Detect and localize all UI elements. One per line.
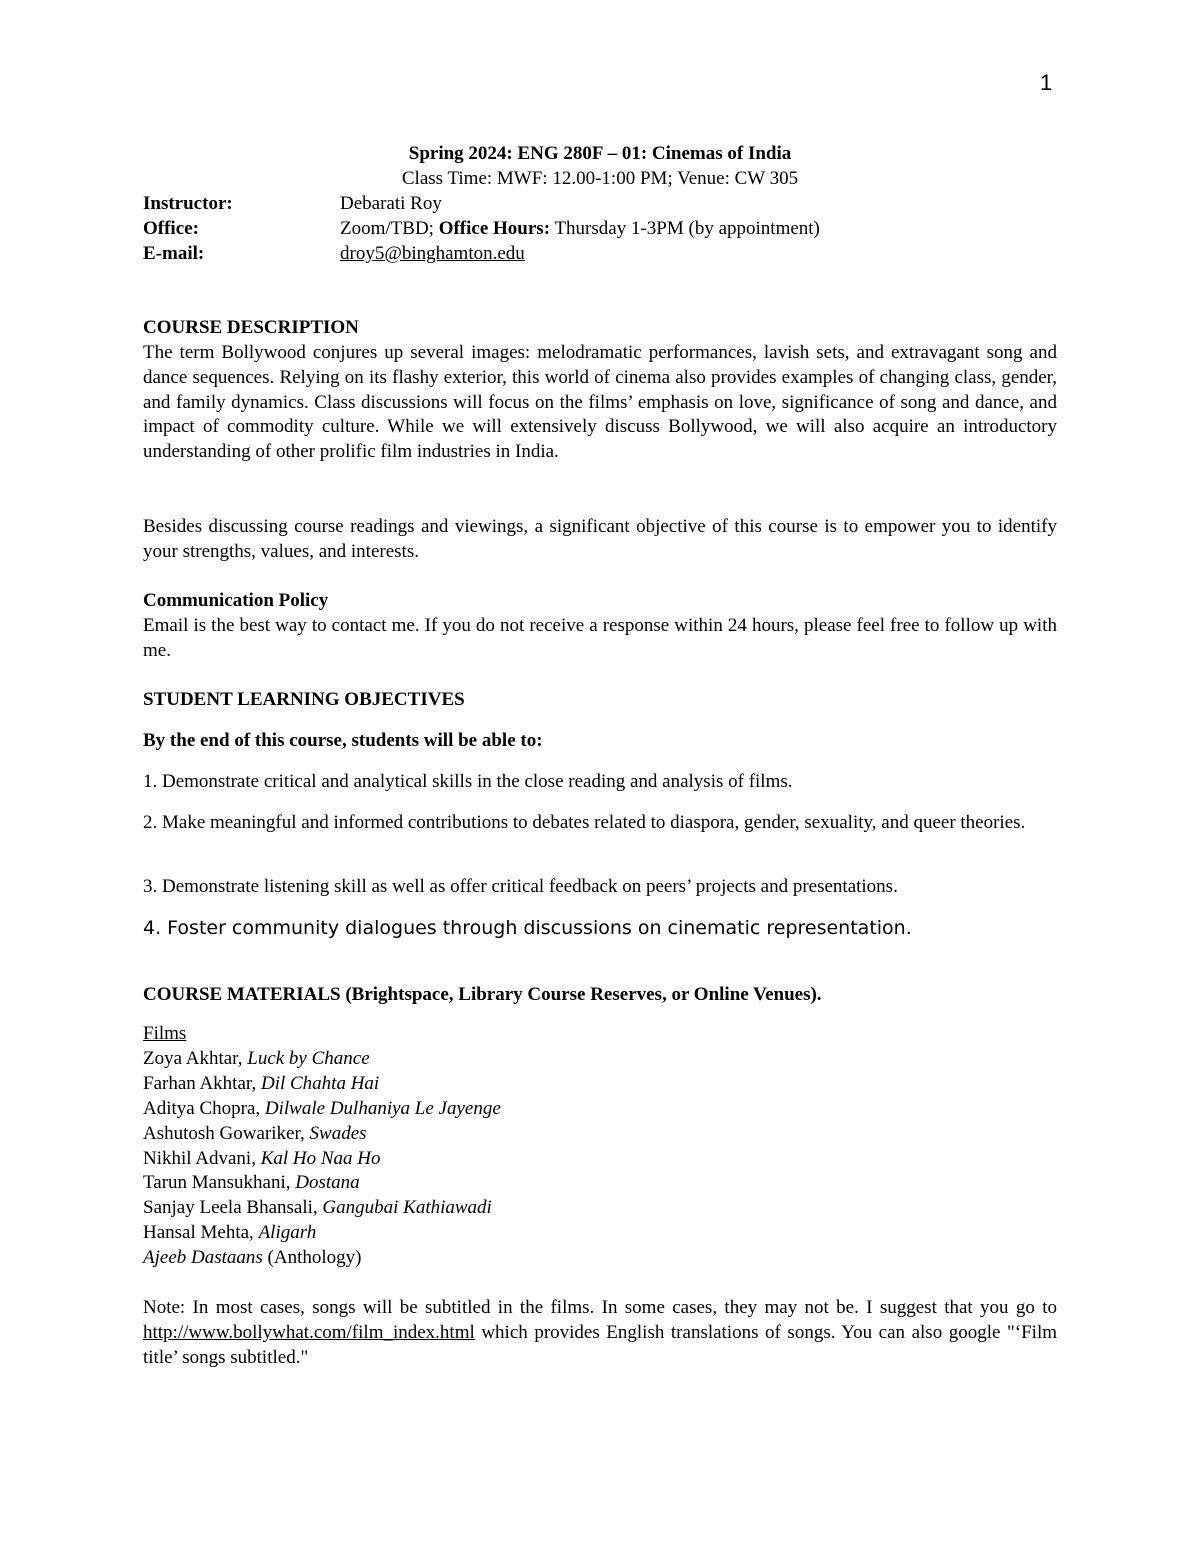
film-item bbox=[143, 1221, 501, 1246]
film-director: Hansal Mehta, bbox=[143, 1222, 259, 1244]
office-hours-value: Thursday 1-3PM (by appointment) bbox=[554, 218, 820, 239]
email-label: E-mail: bbox=[143, 243, 205, 264]
film-item bbox=[143, 1246, 501, 1271]
office-value: Zoom/TBD; bbox=[340, 218, 434, 239]
objective-item-4: 4. Foster community dialogues through discussions on cinematic representation. bbox=[143, 917, 912, 939]
note-text-before-link: Note: In most cases, songs will be subtitled in the films. In some cases, they may not be. I suggest that you go to bbox=[143, 1297, 1057, 1318]
film-title: Gangubai Kathiawadi bbox=[322, 1197, 492, 1219]
objectives-intro: By the end of this course, students will be able to: bbox=[143, 730, 543, 751]
film-title: Kal Ho Naa Ho bbox=[260, 1147, 381, 1169]
songs-note bbox=[143, 1296, 1057, 1370]
film-item bbox=[143, 1047, 501, 1072]
film-item bbox=[143, 1147, 501, 1172]
film-director: Sanjay Leela Bhansali, bbox=[143, 1197, 323, 1219]
instructor-row bbox=[143, 193, 442, 215]
film-title: Dostana bbox=[295, 1172, 360, 1194]
film-director: Ashutosh Gowariker, bbox=[143, 1122, 310, 1144]
communication-heading: Communication Policy bbox=[143, 590, 329, 611]
film-title: Swades bbox=[309, 1122, 367, 1144]
film-title: Luck by Chance bbox=[247, 1047, 370, 1069]
film-director: Nikhil Advani, bbox=[143, 1147, 261, 1169]
films-list bbox=[143, 1022, 501, 1271]
instructor-value: Debarati Roy bbox=[340, 193, 442, 214]
course-description-paragraph-1: The term Bollywood conjures up several images: melodramatic performances, lavish sets, and extravagant song and dance sequences. Relying on its flashy exterior, this world of cinema also provides examples of changing class, gender, and family dynamics. Class discussions will focus on the films’ emphasis on love, significance of song and dance, and impact of commodity culture. While we will extensively discuss Bollywood, we will also acquire an introductory understanding of other prolific film industries in India. bbox=[143, 342, 1057, 463]
film-director: Tarun Mansukhani, bbox=[143, 1172, 296, 1194]
film-director: Farhan Akhtar, bbox=[143, 1072, 261, 1094]
email-link[interactable]: droy5@binghamton.edu bbox=[340, 243, 525, 264]
course-description-paragraph-2: Besides discussing course readings and viewings, a significant objective of this course is to empower you to identify your strengths, values, and interests. bbox=[143, 516, 1057, 562]
objective-item-2: 2. Make meaningful and informed contributions to debates related to diaspora, gender, sexuality, and queer theories. bbox=[143, 812, 1026, 833]
film-item bbox=[143, 1122, 501, 1147]
page-number: 1 bbox=[1040, 70, 1053, 95]
film-director: Aditya Chopra, bbox=[143, 1097, 265, 1119]
course-title: Spring 2024: ENG 280F – 01: Cinemas of India bbox=[408, 143, 792, 164]
film-item bbox=[143, 1171, 501, 1196]
film-title: Dil Chahta Hai bbox=[260, 1072, 380, 1094]
film-title: Ajeeb Dastaans bbox=[143, 1247, 263, 1269]
film-suffix: (Anthology) bbox=[262, 1247, 362, 1269]
office-hours-label: Office Hours: bbox=[438, 218, 551, 239]
class-time: Class Time: MWF: 12.00-1:00 PM; Venue: CW 305 bbox=[401, 168, 799, 189]
objective-item-1: 1. Demonstrate critical and analytical skills in the close reading and analysis of films. bbox=[143, 771, 793, 792]
objective-item-3: 3. Demonstrate listening skill as well as offer critical feedback on peers’ projects and presentations. bbox=[143, 876, 898, 897]
office-label: Office: bbox=[143, 218, 199, 239]
film-director: Zoya Akhtar, bbox=[143, 1047, 248, 1069]
films-label: Films bbox=[143, 1023, 187, 1044]
office-row bbox=[143, 218, 820, 240]
film-item bbox=[143, 1097, 501, 1122]
email-row bbox=[143, 243, 525, 265]
instructor-label: Instructor: bbox=[143, 193, 233, 214]
note-text-after-link: which provides English translations of songs. You can also google "‘Film title’ songs subtitled." bbox=[143, 1321, 1057, 1368]
course-description-heading: COURSE DESCRIPTION bbox=[143, 317, 359, 338]
film-title: Dilwale Dulhaniya Le Jayenge bbox=[264, 1097, 501, 1119]
film-item bbox=[143, 1072, 501, 1097]
course-materials-heading: COURSE MATERIALS (Brightspace, Library Course Reserves, or Online Venues). bbox=[143, 984, 822, 1005]
objectives-heading: STUDENT LEARNING OBJECTIVES bbox=[143, 689, 465, 710]
bollywhat-link[interactable]: http://www.bollywhat.com/film_index.html bbox=[143, 1321, 475, 1343]
film-item bbox=[143, 1196, 501, 1221]
communication-text: Email is the best way to contact me. If you do not receive a response within 24 hours, please feel free to follow up with me. bbox=[143, 615, 1057, 661]
film-title: Aligarh bbox=[258, 1222, 317, 1244]
